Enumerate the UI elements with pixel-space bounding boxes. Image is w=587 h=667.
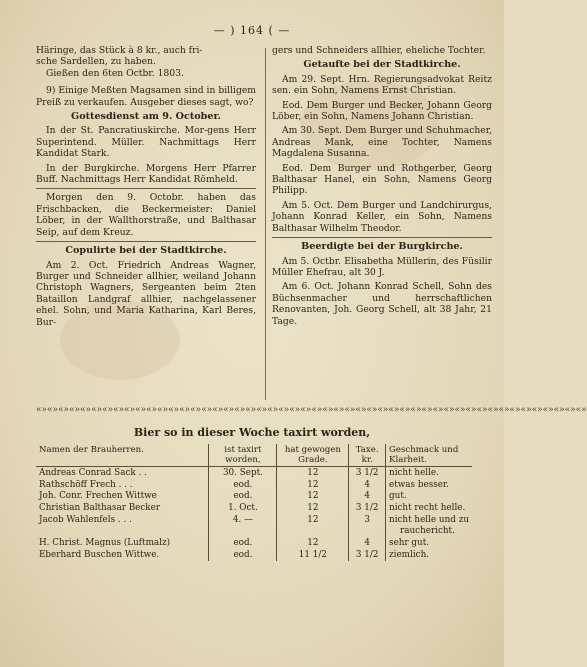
header-weight: hat gewogen Grade. bbox=[277, 444, 349, 467]
weight-grade: 12 bbox=[277, 479, 349, 491]
table-row bbox=[36, 479, 472, 491]
taste-clarity: nicht helle und zu bbox=[386, 514, 472, 526]
table-row bbox=[36, 467, 472, 479]
brewer-name: Eberhard Buschen Wittwe. bbox=[39, 549, 160, 560]
tax-kreuzer: 4 bbox=[349, 537, 386, 549]
tax-kreuzer: 4 bbox=[349, 491, 386, 503]
taxed-date: 30. Sept. bbox=[209, 467, 277, 479]
notice-9: 9) Einige Meßten Magsamen sind in billigem Preiß zu verkaufen. Ausgeber dieses sagt, wo? bbox=[36, 85, 256, 108]
intro-date: Gießen den 6ten Octbr. 1803. bbox=[46, 67, 184, 79]
column-divider bbox=[265, 48, 266, 400]
table-row bbox=[36, 491, 472, 503]
taxed-date: 1. Oct. bbox=[209, 502, 277, 514]
weight-grade: 11 1/2 bbox=[277, 549, 349, 561]
baptism-entry: Am 5. Oct. Dem Burger und Landchirurgus, Johann Konrad Keller, ein Sohn, Namens Balthasar Wilhelm Theodor. bbox=[272, 199, 492, 234]
header-taste: Geschmack und Klarheit. bbox=[386, 444, 472, 467]
tax-kreuzer: 3 1/2 bbox=[349, 549, 386, 561]
taste-clarity: sehr gut. bbox=[386, 537, 472, 549]
header-tax: Taxe. kr. bbox=[349, 444, 386, 467]
baptism-entry: Eod. Dem Burger und Rothgerber, Georg Balthasar Hanel, ein Sohn, Namens Georg Philipp. bbox=[272, 162, 492, 197]
copulated-heading: Copulirte bei der Stadtkirche. bbox=[65, 245, 227, 257]
baptism-entry: Eod. Dem Burger und Becker, Johann Georg Löber, ein Sohn, Namens Johann Christian. bbox=[272, 99, 492, 123]
tax-kreuzer: 3 1/2 bbox=[349, 467, 386, 479]
table-row bbox=[36, 502, 472, 514]
beer-table-title: Bier so in dieser Woche taxirt worden, bbox=[133, 426, 371, 439]
divider bbox=[272, 237, 492, 238]
divider bbox=[36, 241, 256, 242]
table-row bbox=[36, 514, 472, 526]
divider bbox=[36, 188, 256, 189]
header-names: Namen der Brauherren. bbox=[36, 444, 209, 467]
page-number: — ) 164 ( — bbox=[213, 24, 291, 37]
taste-clarity: gut. bbox=[386, 491, 472, 503]
taxed-date bbox=[209, 526, 277, 537]
weight-grade: 12 bbox=[277, 514, 349, 526]
baptism-entry: Am 30. Sept. Dem Burger und Schuhmacher, Andreas Mank, eine Tochter, Namens Magdalena Susanna. bbox=[272, 125, 492, 160]
weight-grade: 12 bbox=[277, 502, 349, 514]
brewer-name: H. Christ. Magnus (Luftmalz) bbox=[39, 537, 171, 548]
taxed-date: 4. — bbox=[209, 514, 277, 526]
copulated-entry: Am 2. Oct. Friedrich Andreas Wagner, Burger und Schneider allhier, weiland Johann Christoph Wagners, Sergeanten beim 2ten Bataillon Landgraf allhier, nachgelassener ehel. Sohn, und Maria Katharina, Karl Beres, Bur- bbox=[36, 259, 256, 328]
brewer-name: Christian Balthasar Becker bbox=[39, 503, 161, 514]
bakers-notice: Morgen den 9. Octobr. haben das Frischbacken, die Beckermeister: Daniel Löber, in der Wallthorstraße, und Balthasar Seip, auf dem Kreuz. bbox=[36, 192, 256, 238]
continuation-text: gers und Schneiders allhier, eheliche Tochter. bbox=[272, 45, 486, 56]
brewer-name: Andreas Conrad Sack . . bbox=[39, 467, 147, 478]
brewer-name: Joh. Conr. Frechen Wittwe bbox=[39, 491, 157, 502]
brewer-name bbox=[36, 526, 209, 537]
taste-clarity: rauchericht. bbox=[386, 526, 472, 537]
taste-clarity: nicht helle. bbox=[386, 467, 472, 479]
taxed-date: eod. bbox=[209, 491, 277, 503]
intro-line: Häringe, das Stück à 8 kr., auch fri- bbox=[36, 45, 203, 56]
taxed-date: eod. bbox=[209, 537, 277, 549]
table-row bbox=[36, 526, 472, 537]
tax-kreuzer: 4 bbox=[349, 479, 386, 491]
weight-grade: 12 bbox=[277, 491, 349, 503]
baptism-entry: Am 29. Sept. Hrn. Regierungsadvokat Reitz sen. ein Sohn, Namens Ernst Christian. bbox=[272, 73, 492, 97]
brewer-name: Rathschöff Frech . . . bbox=[39, 479, 133, 490]
tax-kreuzer: 3 bbox=[349, 514, 386, 526]
baptized-heading: Getaufte bei der Stadtkirche. bbox=[303, 59, 461, 71]
weight-grade bbox=[277, 526, 349, 537]
intro-line: sche Sardellen, zu haben. bbox=[36, 56, 156, 68]
right-column bbox=[272, 45, 492, 330]
table-row bbox=[36, 537, 472, 549]
taste-clarity: ziemlich. bbox=[386, 549, 472, 561]
taxed-date: eod. bbox=[209, 549, 277, 561]
tax-kreuzer bbox=[349, 526, 386, 537]
taste-clarity: etwas besser. bbox=[386, 479, 472, 491]
weight-grade: 12 bbox=[277, 467, 349, 479]
weight-grade: 12 bbox=[277, 537, 349, 549]
service-paragraph: In der Burgkirche. Morgens Herr Pfarrer Buff. Nachmittags Herr Kandidat Römheld. bbox=[36, 162, 256, 186]
deceased-heading: Beerdigte bei der Burgkirche. bbox=[301, 241, 463, 253]
burial-entry: Am 5. Octbr. Elisabetha Müllerin, des Füsilir Müller Ehefrau, alt 30 J. bbox=[272, 255, 492, 278]
tax-kreuzer: 3 1/2 bbox=[349, 502, 386, 514]
taxed-date: eod. bbox=[209, 479, 277, 491]
service-heading: Gottesdienst am 9. October. bbox=[71, 111, 221, 123]
table-row bbox=[36, 549, 472, 561]
beer-tax-table bbox=[36, 444, 472, 561]
taste-clarity: nicht recht helle. bbox=[386, 502, 472, 514]
brewer-name: Jacob Wahlenfels . . . bbox=[39, 515, 132, 526]
left-column bbox=[36, 45, 256, 331]
header-taxed: ist taxirt worden, bbox=[209, 444, 277, 467]
table-header-row bbox=[36, 444, 472, 467]
ornamental-border: «»«»«»«»«»«»«»«»«»«»«»«»«»«»«»«»«»«»«»«»«»«»«»«»«»«»«»«»«»«»«»«»«»«»«»«»«»«»«»«»«»«»«»«»«»«»«»«»«»«» bbox=[36, 405, 587, 415]
burial-entry: Am 6. Oct. Johann Konrad Schell, Sohn des Büchsenmacher und herrschaftlichen Renovanten, Joh. Georg Schell, alt 38 Jahr, 21 Tage. bbox=[272, 281, 492, 327]
service-paragraph: In der St. Pancratiuskirche. Mor-gens Herr Superintend. Müller. Nachmittags Herr Kandidat Stark. bbox=[36, 125, 256, 160]
